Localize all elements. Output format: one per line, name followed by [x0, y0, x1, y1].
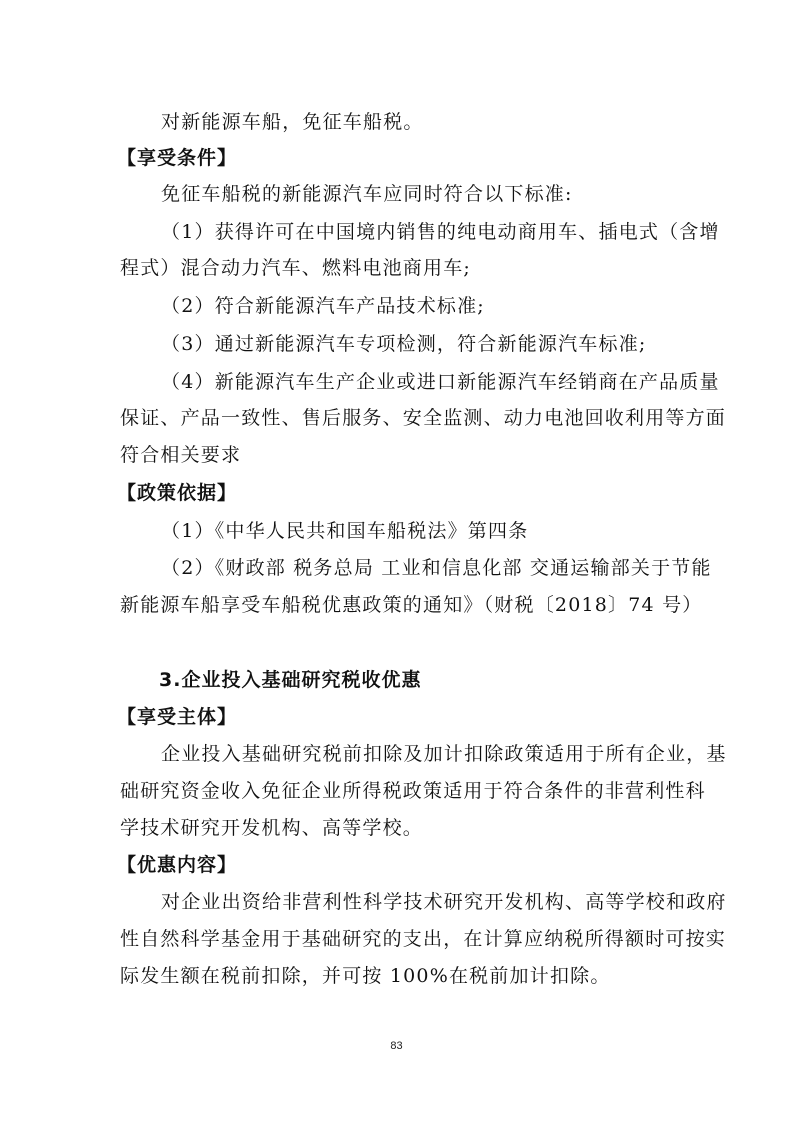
condition-item-4-cont2: 符合相关要求: [120, 444, 242, 466]
condition-item-2: （2）符合新能源汽车产品技术标准;: [161, 295, 485, 317]
subject-heading: 【享受主体】: [117, 706, 238, 728]
paragraph-intro: 对新能源车船，免征车船税。: [161, 111, 424, 133]
subject-paragraph-line1: 企业投入基础研究税前扣除及加计扣除政策适用于所有企业，基: [161, 743, 727, 765]
basis-item-2-cont: 新能源车船享受车船税优惠政策的通知》（财税〔2018〕74 号）: [120, 594, 703, 616]
condition-item-3: （3）通过新能源汽车专项检测，符合新能源汽车标准;: [161, 333, 647, 355]
subject-paragraph-line2: 础研究资金收入免征企业所得税政策适用于符合条件的非营利性科: [120, 780, 706, 802]
conditions-heading: 【享受条件】: [117, 147, 238, 169]
content-heading: 【优惠内容】: [117, 854, 238, 876]
basis-heading: 【政策依据】: [117, 482, 238, 504]
condition-item-1-cont: 程式）混合动力汽车、燃料电池商用车;: [120, 257, 472, 279]
content-paragraph-line2: 性自然科学基金用于基础研究的支出，在计算应纳税所得额时可按实: [120, 928, 727, 950]
page-number: 83: [390, 1040, 403, 1052]
basis-item-1: （1）《中华人民共和国车船税法》第四条: [161, 520, 529, 542]
content-paragraph-line1: 对企业出资给非营利性科学技术研究开发机构、高等学校和政府: [161, 891, 727, 913]
condition-item-1: （1）获得许可在中国境内销售的纯电动商用车、插电式（含增: [161, 221, 720, 243]
condition-item-4: （4）新能源汽车生产企业或进口新能源汽车经销商在产品质量: [161, 371, 720, 393]
subject-paragraph-line3: 学技术研究开发机构、高等学校。: [120, 817, 424, 839]
basis-item-2: （2）《财政部 税务总局 工业和信息化部 交通运输部关于节能: [161, 557, 712, 579]
content-paragraph-line3: 际发生额在税前扣除，并可按 100%在税前加计扣除。: [120, 965, 611, 987]
condition-item-4-cont: 保证、产品一致性、售后服务、安全监测、动力电池回收利用等方面: [120, 407, 727, 429]
section-3-title: 3.企业投入基础研究税收优惠: [159, 669, 422, 691]
conditions-intro: 免征车船税的新能源汽车应同时符合以下标准:: [161, 183, 573, 205]
